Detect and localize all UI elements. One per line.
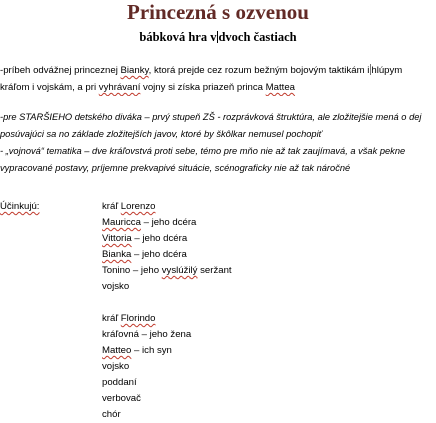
cast-label: Účinkujú: xyxy=(0,201,40,212)
cast-member xyxy=(102,343,232,359)
cast-group-florindo xyxy=(102,311,232,423)
cast-member xyxy=(102,247,232,263)
cast-member xyxy=(102,375,232,391)
cast-text: kráľ xyxy=(102,313,121,324)
cast-member xyxy=(102,263,232,279)
cast-role: seržant xyxy=(197,265,232,276)
cast-role: – jeho dcéra xyxy=(131,249,187,260)
cast-member xyxy=(102,407,232,423)
cast-member xyxy=(102,311,232,327)
cast-member xyxy=(102,231,232,247)
cast-text: poddaní xyxy=(102,377,137,388)
cast-member xyxy=(102,391,232,407)
cast-member xyxy=(102,215,232,231)
subtitle-part-2: dvoch častiach xyxy=(218,30,297,44)
play-subtitle xyxy=(0,30,436,45)
play-title: Princezná s ozvenou xyxy=(127,0,309,24)
cast-member xyxy=(102,359,232,375)
character-name[interactable]: vyslúžilý xyxy=(161,265,198,276)
cast-text: kráľovná – jeho žena xyxy=(102,329,192,340)
cast-member xyxy=(102,199,232,215)
cast-role: – ich syn xyxy=(131,345,172,356)
cast-text: verbovač xyxy=(102,393,141,404)
synopsis-line-2: kráľom i vojskám, a pri vyhrávaní vojny si získa priazeň princa Mattea xyxy=(0,82,296,93)
character-name[interactable]: Vittoria xyxy=(102,233,132,244)
audience-line-4: vypracované postavy, príjemne prekvapivé situácie, scénograficky nie až tak náročné xyxy=(0,163,351,173)
synopsis-line-1: -príbeh odvážnej princeznej Bianky, ktorá prejde cez rozum bežným bojovým taktikám i hlúpym xyxy=(0,65,403,76)
cast-text: chór xyxy=(102,409,121,420)
cast-text: vojsko xyxy=(102,361,130,372)
cast-list xyxy=(102,199,232,423)
audience-line-3: - „vojnová“ tematika – dve kráľovstvá proti sebe, témo pre mňo nie až tak zaujímavá, a však pekne xyxy=(0,146,406,156)
audience-line-2: posúvajúci sa no základe zložitejších javov, ktoré by škôlkar nemusel pochopiť xyxy=(0,129,322,139)
cast-group-lorenzo xyxy=(102,199,232,295)
audience-line-1: -pre STARŠIEHO detského diváka – prvý stupeň ZŠ - rozprávková štruktúra, ale zložitejšie mená o dej xyxy=(0,112,422,122)
cast-group-gap xyxy=(102,295,232,311)
cast-text: kráľ xyxy=(102,201,121,212)
subtitle-part-1: bábková hra v xyxy=(139,30,217,44)
synopsis-paragraph xyxy=(0,62,436,96)
cast-role: – jeho dcéra xyxy=(140,217,197,228)
misspelled-word[interactable]: Mattea xyxy=(265,82,296,93)
character-name[interactable]: Matteo xyxy=(102,345,132,356)
misspelled-word[interactable]: Bianky xyxy=(120,65,149,76)
misspelled-word[interactable]: vyhrávaní xyxy=(98,82,141,93)
cast-text: vojsko xyxy=(102,281,130,292)
cast-text: Tonino – jeho xyxy=(102,265,162,276)
cast-member xyxy=(102,327,232,343)
cast-member xyxy=(102,279,232,295)
cast-role: – jeho dcéra xyxy=(131,233,188,244)
character-name[interactable]: Bianka xyxy=(102,249,132,260)
character-name[interactable]: Florindo xyxy=(120,313,156,324)
character-name[interactable]: Mauricca xyxy=(102,217,141,228)
audience-paragraph xyxy=(0,109,436,177)
character-name[interactable]: Lorenzo xyxy=(120,201,156,212)
